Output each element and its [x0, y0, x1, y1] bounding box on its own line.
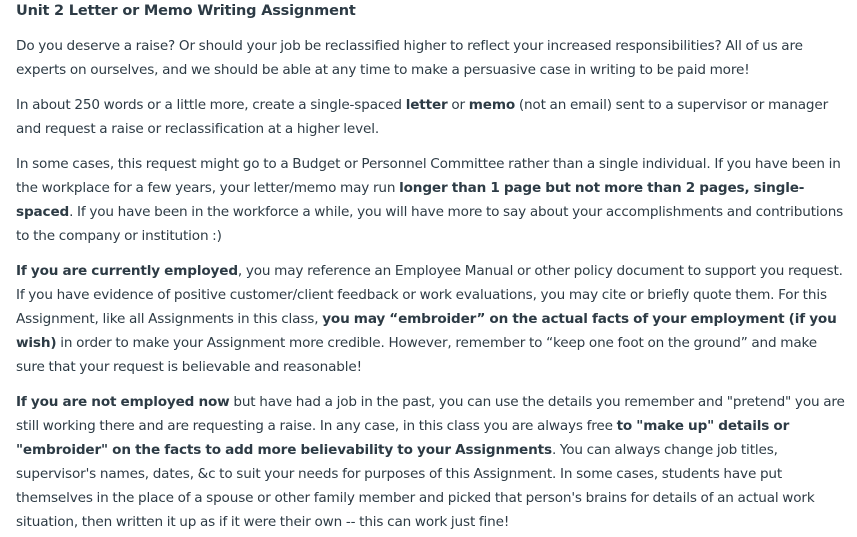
employed-emphasis: If you are currently employed — [16, 263, 238, 279]
not-employed-paragraph — [16, 390, 847, 534]
length-text-2: or — [447, 97, 469, 113]
length-text-1: In about 250 words or a little more, create a single-spaced — [16, 97, 406, 113]
page-length-emphasis: longer than 1 page but not more than 2 pages, single-spaced — [16, 180, 805, 220]
letter-emphasis: letter — [405, 97, 448, 113]
intro-paragraph — [16, 34, 847, 82]
committee-text-1: In some cases, this request might go to a Budget or Personnel Committee rather than a single individual. If you have been in the workplace for a few years, your letter/memo may run — [16, 156, 841, 196]
length-text-3: (not an email) sent to a supervisor or manager and request a raise or reclassification at a higher level. — [16, 97, 829, 137]
assignment-title: Unit 2 Letter or Memo Writing Assignment — [16, 3, 356, 19]
committee-text-2: . If you have been in the workforce a while, you will have more to say about your accomplishments and contributions to the company or institution :) — [16, 204, 844, 244]
not-employed-text-2: . You can always change job titles, supervisor's names, dates, &c to suit your needs for purposes of this Assignment. In some cases, students have put themselves in the place of a spouse or other family member and picked that person's brains for details of an actual work situation, then written it up as if it were their own -- this can work just fine! — [16, 442, 815, 530]
not-employed-text-1: but have had a job in the past, you can use the details you remember and "pretend" you are still working there and are requesting a raise. In any case, in this class you are always free — [16, 394, 845, 434]
employed-text-1: , you may reference an Employee Manual or other policy document to support you request. If you have evidence of positive customer/client feedback or work evaluations, you may cite or briefly quote them. For this Assignment, like all Assignments in this class, — [16, 263, 843, 327]
make-up-emphasis: to "make up" details or "embroider" on the facts to add more believability to your Assignments — [16, 418, 790, 458]
intro-text: Do you deserve a raise? Or should your job be reclassified higher to reflect your increased responsibilities? All of us are experts on ourselves, and we should be able at any time to make a persuasive case in writing to be paid more! — [16, 38, 803, 78]
not-employed-emphasis: If you are not employed now — [16, 394, 230, 410]
employed-text-2: in order to make your Assignment more credible. However, remember to “keep one foot on the ground” and make sure that your request is believable and reasonable! — [16, 335, 817, 375]
embroider-emphasis: you may “embroider” on the actual facts of your employment (if you wish) — [16, 311, 837, 351]
employed-paragraph — [16, 259, 847, 379]
committee-paragraph — [16, 152, 847, 248]
length-paragraph — [16, 93, 847, 141]
memo-emphasis: memo — [468, 97, 516, 113]
